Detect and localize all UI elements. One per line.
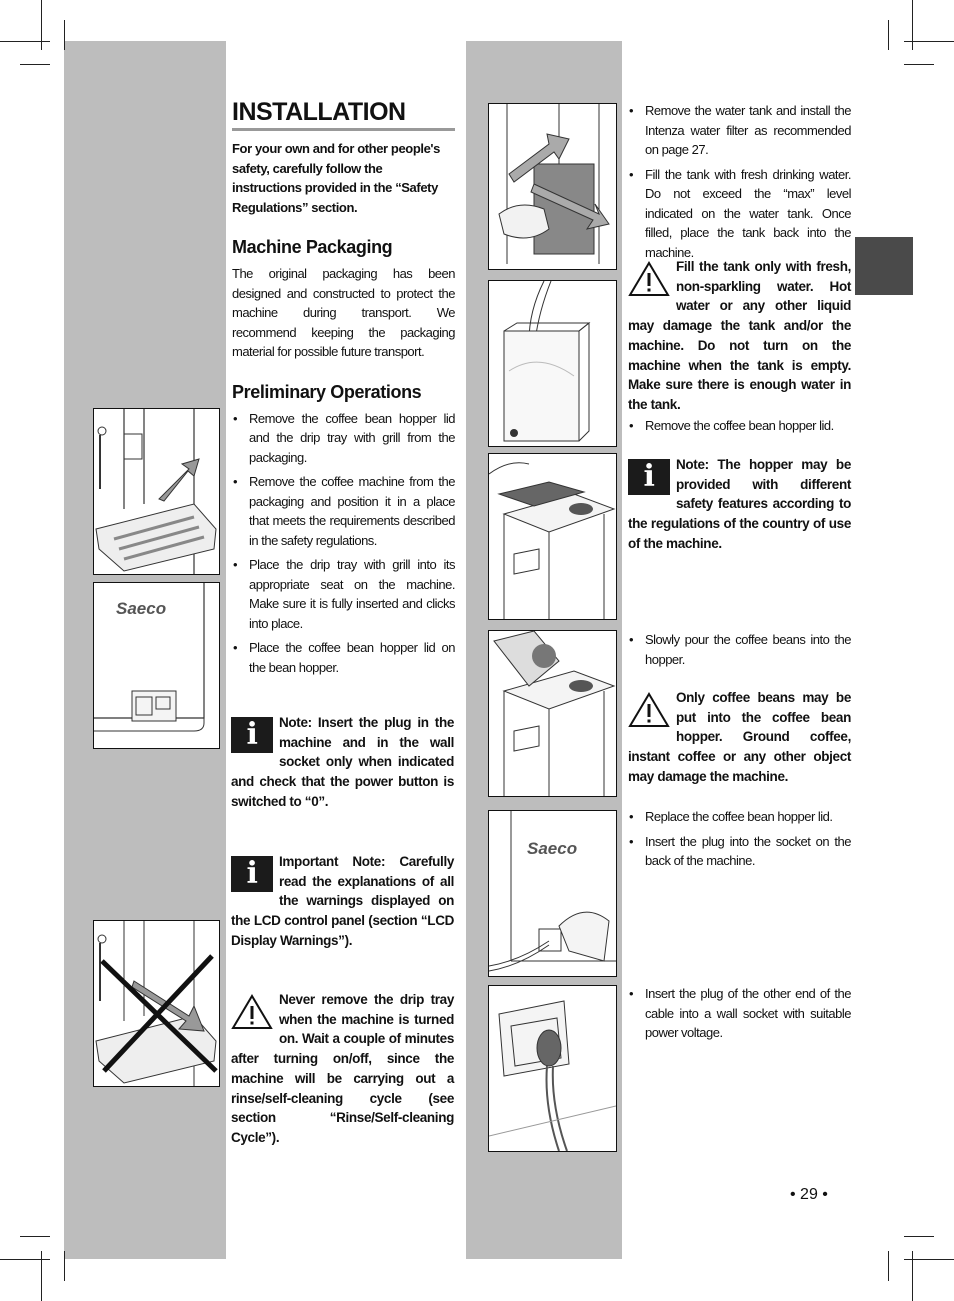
page-title: INSTALLATION [232, 98, 455, 131]
note-hopper: i Note: The hopper may be provided with different safety features according to the regulations of the country of use of the machine. [628, 457, 851, 551]
list-item: • Remove the coffee bean hopper lid and the drip tray with grill from the packaging. [233, 410, 455, 465]
intro-text: For your own and for other people's safety, carefully follow the instructions provided in the “Safety Regulations” section. [232, 141, 440, 215]
warning-icon [231, 994, 273, 1030]
right-step-2 [628, 416, 851, 441]
left-text-column [232, 98, 455, 682]
saeco-logo: Saeco [116, 599, 167, 618]
figure-wall-socket [488, 985, 617, 1152]
list-item: • Remove the coffee bean hopper lid. [629, 418, 834, 433]
list-item: • Place the drip tray with grill into its appropriate seat on the machine. Make sure it is fully inserted and clicks into place. [233, 557, 455, 631]
warning-water: Fill the tank only with fresh, non-sparkling water. Hot water or any other liquid may damage the tank and/or the machine. Do not turn on the machine when the tank is empty. Make sure there is enough water in the tank. [628, 259, 851, 412]
heading-machine-packaging: Machine Packaging [232, 237, 393, 257]
warning-beans: Only coffee beans may be put into the coffee bean hopper. Ground coffee, instant coffee or any other object may damage the machine. [628, 690, 851, 784]
preliminary-list [232, 409, 455, 678]
figure-machine-back [93, 582, 220, 749]
list-item: • Insert the plug into the socket on the back of the machine. [629, 833, 851, 868]
figure-remove-water-tank [488, 103, 617, 270]
list-item: • Fill the tank with fresh drinking water. Do not exceed the “max” level indicated on the water tank. Once filled, place the tank back into the machine. [629, 166, 851, 260]
list-item: • Insert the plug of the other end of the cable into a wall socket with suitable power voltage. [629, 986, 851, 1040]
right-step-1 [628, 101, 851, 267]
info-icon: i [628, 459, 670, 495]
page-number: • 29 • [790, 1186, 828, 1203]
list-item: • Replace the coffee bean hopper lid. [629, 809, 833, 824]
figure-plug-into-machine [488, 810, 617, 977]
info-icon: i [231, 856, 273, 892]
figure-pour-coffee-beans [488, 630, 617, 797]
list-item: • Slowly pour the coffee beans into the hopper. [629, 632, 851, 667]
chapter-tab [855, 237, 913, 295]
figure-drip-tray-crossed [93, 920, 220, 1087]
info-icon: i [231, 717, 273, 753]
figure-remove-hopper-lid [488, 453, 617, 620]
right-step-3 [628, 630, 851, 674]
saeco-logo: Saeco [527, 839, 578, 858]
figure-fill-water-tank [488, 280, 617, 447]
warning-icon [628, 261, 670, 297]
heading-preliminary-operations: Preliminary Operations [232, 381, 422, 402]
list-item: • Remove the water tank and install the Intenza water filter as recommended on page 27. [629, 103, 851, 157]
note-important: i Important Note: Carefully read the explanations of all the warnings displayed on the LCD control panel (section “LCD Display Warnings”). [231, 854, 454, 948]
right-step-4 [628, 807, 851, 876]
warning-icon [628, 692, 670, 728]
figure-drip-tray-insert [93, 408, 220, 575]
list-item: • Remove the coffee machine from the packaging and position it in a place that meets the requirements described in the safety regulations. [233, 474, 455, 548]
packaging-text: The original packaging has been designed and constructed to protect the machine during transport. We recommend keeping the packaging material for possible future transport. [232, 266, 455, 359]
list-item: • Place the coffee bean hopper lid on the bean hopper. [233, 640, 455, 675]
warning-drip-tray: Never remove the drip tray when the machine is turned on. Wait a couple of minutes after turning on/off, since the machine will be carrying out a rinse/self-cleaning cycle (see section “Rinse/Self-cleaning Cycle”). [231, 992, 454, 1145]
right-step-5 [628, 984, 851, 1048]
note-plug: i Note: Insert the plug in the machine and in the wall socket only when indicated and check that the power button is switched to “0”. [231, 715, 454, 809]
